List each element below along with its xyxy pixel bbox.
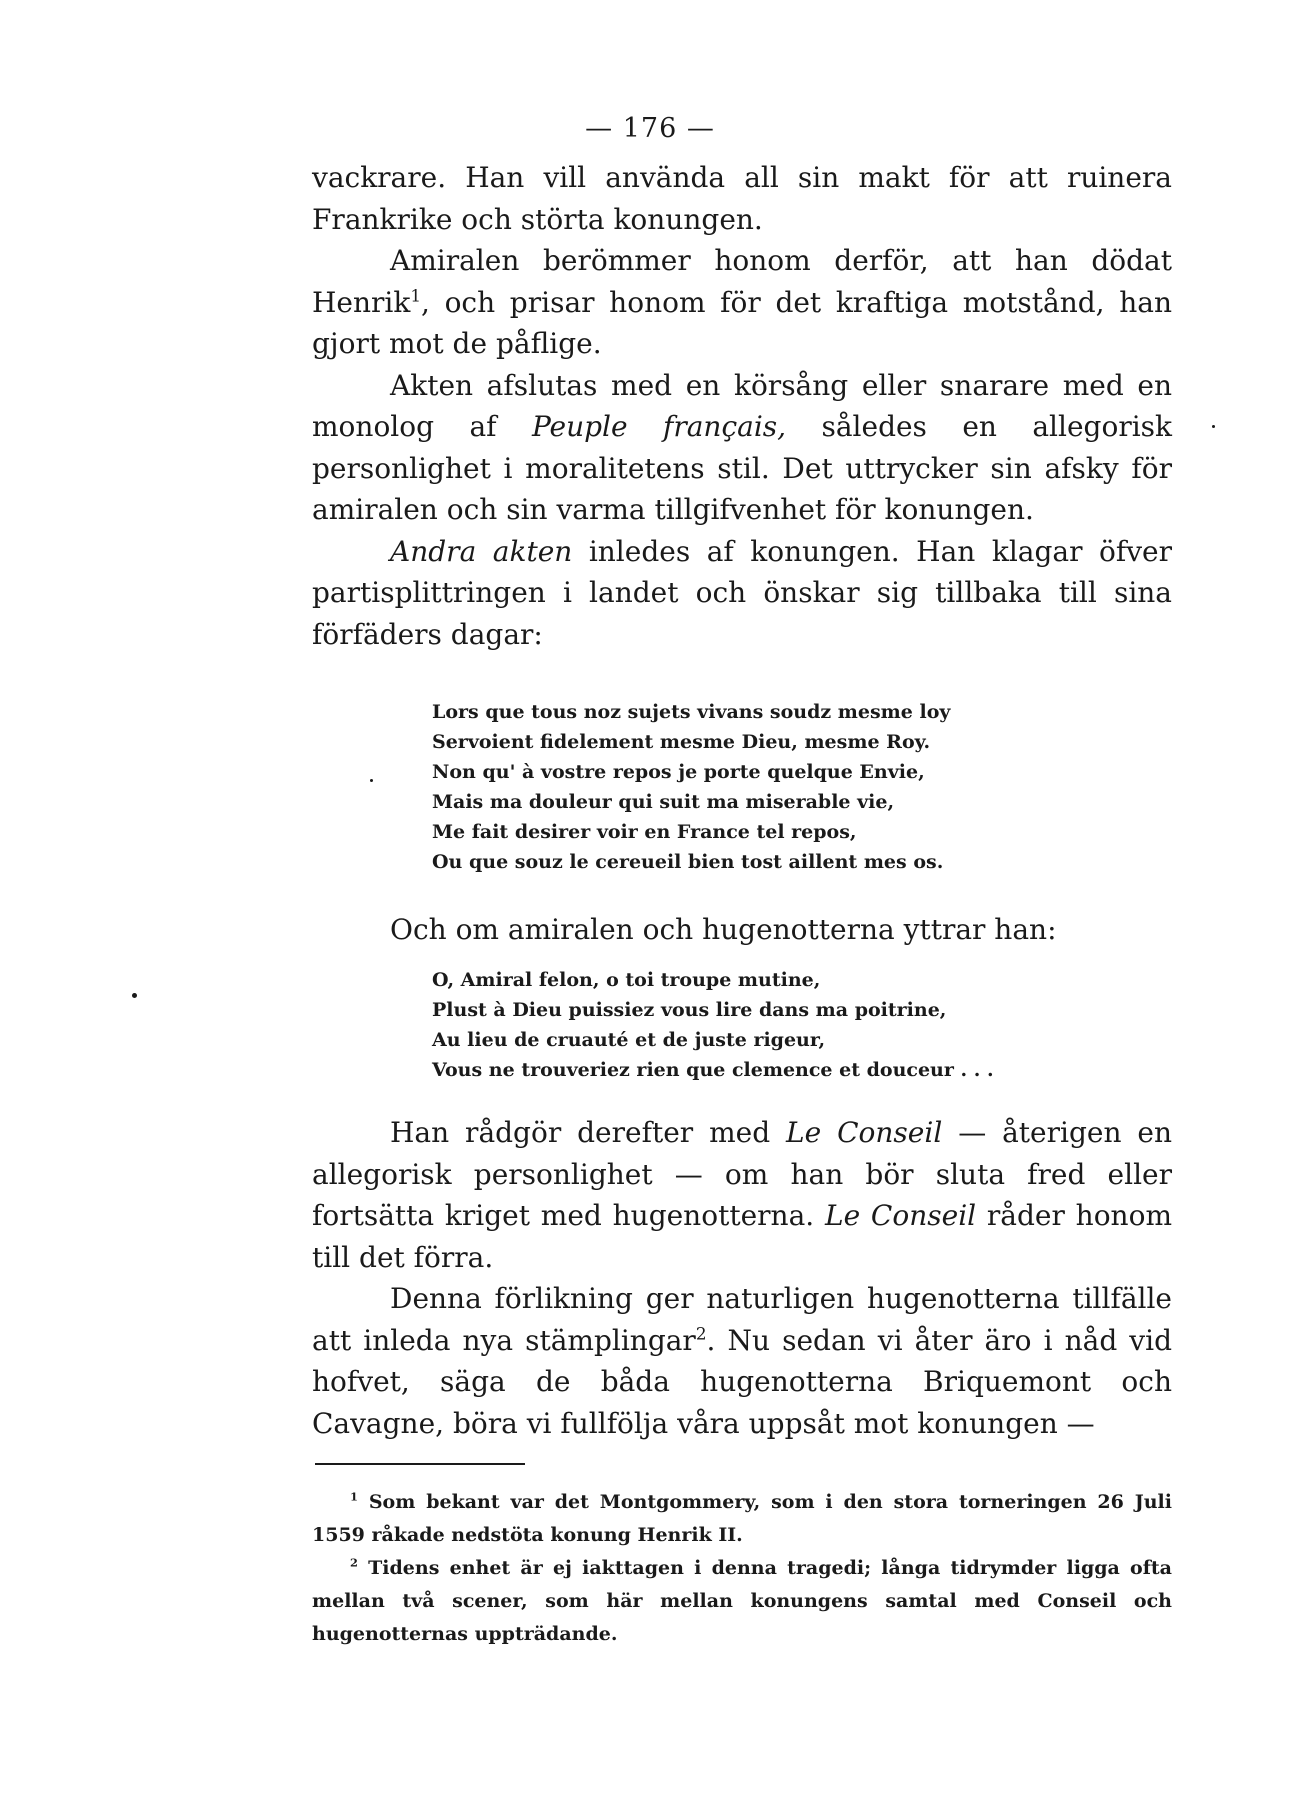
paragraph-7 — [312, 1278, 1172, 1444]
paragraph-6-text-a: Han rådgör derefter med — [390, 1116, 787, 1149]
verse-quote-1 — [432, 697, 950, 877]
print-speck — [132, 993, 137, 998]
paragraph-4 — [312, 531, 1172, 656]
verse-1-line: Me fait desirer voir en France tel repos, — [432, 821, 857, 843]
paragraph-3-text-b: således en allegorisk personlighet i moralitetens stil. Det uttrycker sin afsky för amiralen och sin varma tillgifvenhet för konungen. — [312, 410, 1172, 526]
paragraph-7-text-b: . Nu sedan vi åter äro i nåd vid hofvet, säga de båda hugenotterna Briquemont och Cavagne, böra vi fullfölja våra uppsåt mot konungen — — [312, 1323, 1173, 1440]
verse-1-line: Servoient fidelement mesme Dieu, mesme Roy. — [432, 731, 931, 753]
paragraph-2 — [312, 240, 1172, 365]
page-number: — 176 — — [585, 113, 715, 144]
footnote-text: Tidens enhet är ej iakttagen i denna tragedi; långa tidrymder ligga ofta mellan två scener, som här mellan konungens samtal med Conseil och hugenotternas uppträdande. — [312, 1557, 1172, 1645]
paragraph-2-text-a: Amiralen berömmer honom derför, att han dödat Henrik — [312, 244, 1172, 319]
verse-2-line: Au lieu de cruauté et de juste rigeur, — [432, 1029, 826, 1051]
footnote-ref-2: 2 — [695, 1323, 707, 1344]
footnote-2 — [312, 1552, 1172, 1651]
paragraph-5: Och om amiralen och hugenotterna yttrar han: — [390, 913, 1057, 946]
print-speck — [1212, 425, 1215, 428]
verse-quote-2 — [432, 965, 994, 1085]
footnote-mark: 2 — [350, 1555, 358, 1570]
body-text-bottom — [312, 1112, 1172, 1444]
footnote-1 — [312, 1486, 1172, 1552]
footnote-text: Som bekant var det Montgommery, som i den stora torneringen 26 Juli 1559 råkade nedstöta konung Henrik II. — [312, 1491, 1172, 1546]
paragraph-4-text: inledes af konungen. Han klagar öfver partisplittringen i landet och önskar sig tillbaka till sina förfäders dagar: — [312, 534, 1172, 651]
paragraph-2-text-b: , och prisar honom för det kraftiga motstånd, han gjort mot de påflige. — [312, 285, 1172, 360]
print-speck — [370, 779, 373, 782]
body-text-top — [312, 157, 1172, 655]
paragraph-3-italic: Peuple français, — [531, 410, 787, 443]
paragraph-6-italic-a: Le Conseil — [786, 1116, 943, 1149]
footnote-mark: 1 — [350, 1489, 358, 1504]
footnote-ref-1: 1 — [410, 285, 422, 306]
paragraph-6-text-c: råder honom till det förra. — [312, 1199, 1173, 1274]
verse-1-line: Mais ma douleur qui suit ma miserable vie, — [432, 791, 895, 813]
verse-2-line: Plust à Dieu puissiez vous lire dans ma poitrine, — [432, 999, 947, 1021]
body-text-middle — [312, 909, 1172, 951]
paragraph-3 — [312, 365, 1172, 531]
verse-1-line: Ou que souz le cereueil bien tost aillent mes os. — [432, 851, 944, 873]
paragraph-6-italic-b: Le Conseil — [824, 1199, 977, 1232]
paragraph-6-text-b: — återigen en allegorisk personlighet — om han bör sluta fred eller fortsätta kriget med hugenotterna. — [312, 1116, 1173, 1232]
footnotes — [312, 1486, 1172, 1651]
paragraph-1: vackrare. Han vill använda all sin makt för att ruinera Frankrike och störta konungen. — [312, 161, 1172, 236]
verse-2-line: O, Amiral felon, o toi troupe mutine, — [432, 969, 821, 991]
verse-2-line: Vous ne trouveriez rien que clemence et douceur . . . — [432, 1059, 994, 1081]
paragraph-7-text-a: Denna förlikning ger naturligen hugenotterna tillfälle att inleda nya stämplingar — [312, 1282, 1172, 1357]
verse-1-line: Lors que tous noz sujets vivans soudz mesme loy — [432, 701, 951, 723]
paragraph-3-text-a: Akten afslutas med en körsång eller snarare med en monolog af — [312, 368, 1172, 443]
paragraph-6 — [312, 1112, 1172, 1278]
footnote-divider — [315, 1463, 525, 1465]
verse-1-line: Non qu' à vostre repos je porte quelque Envie, — [432, 761, 925, 783]
paragraph-4-italic: Andra akten — [390, 534, 573, 568]
